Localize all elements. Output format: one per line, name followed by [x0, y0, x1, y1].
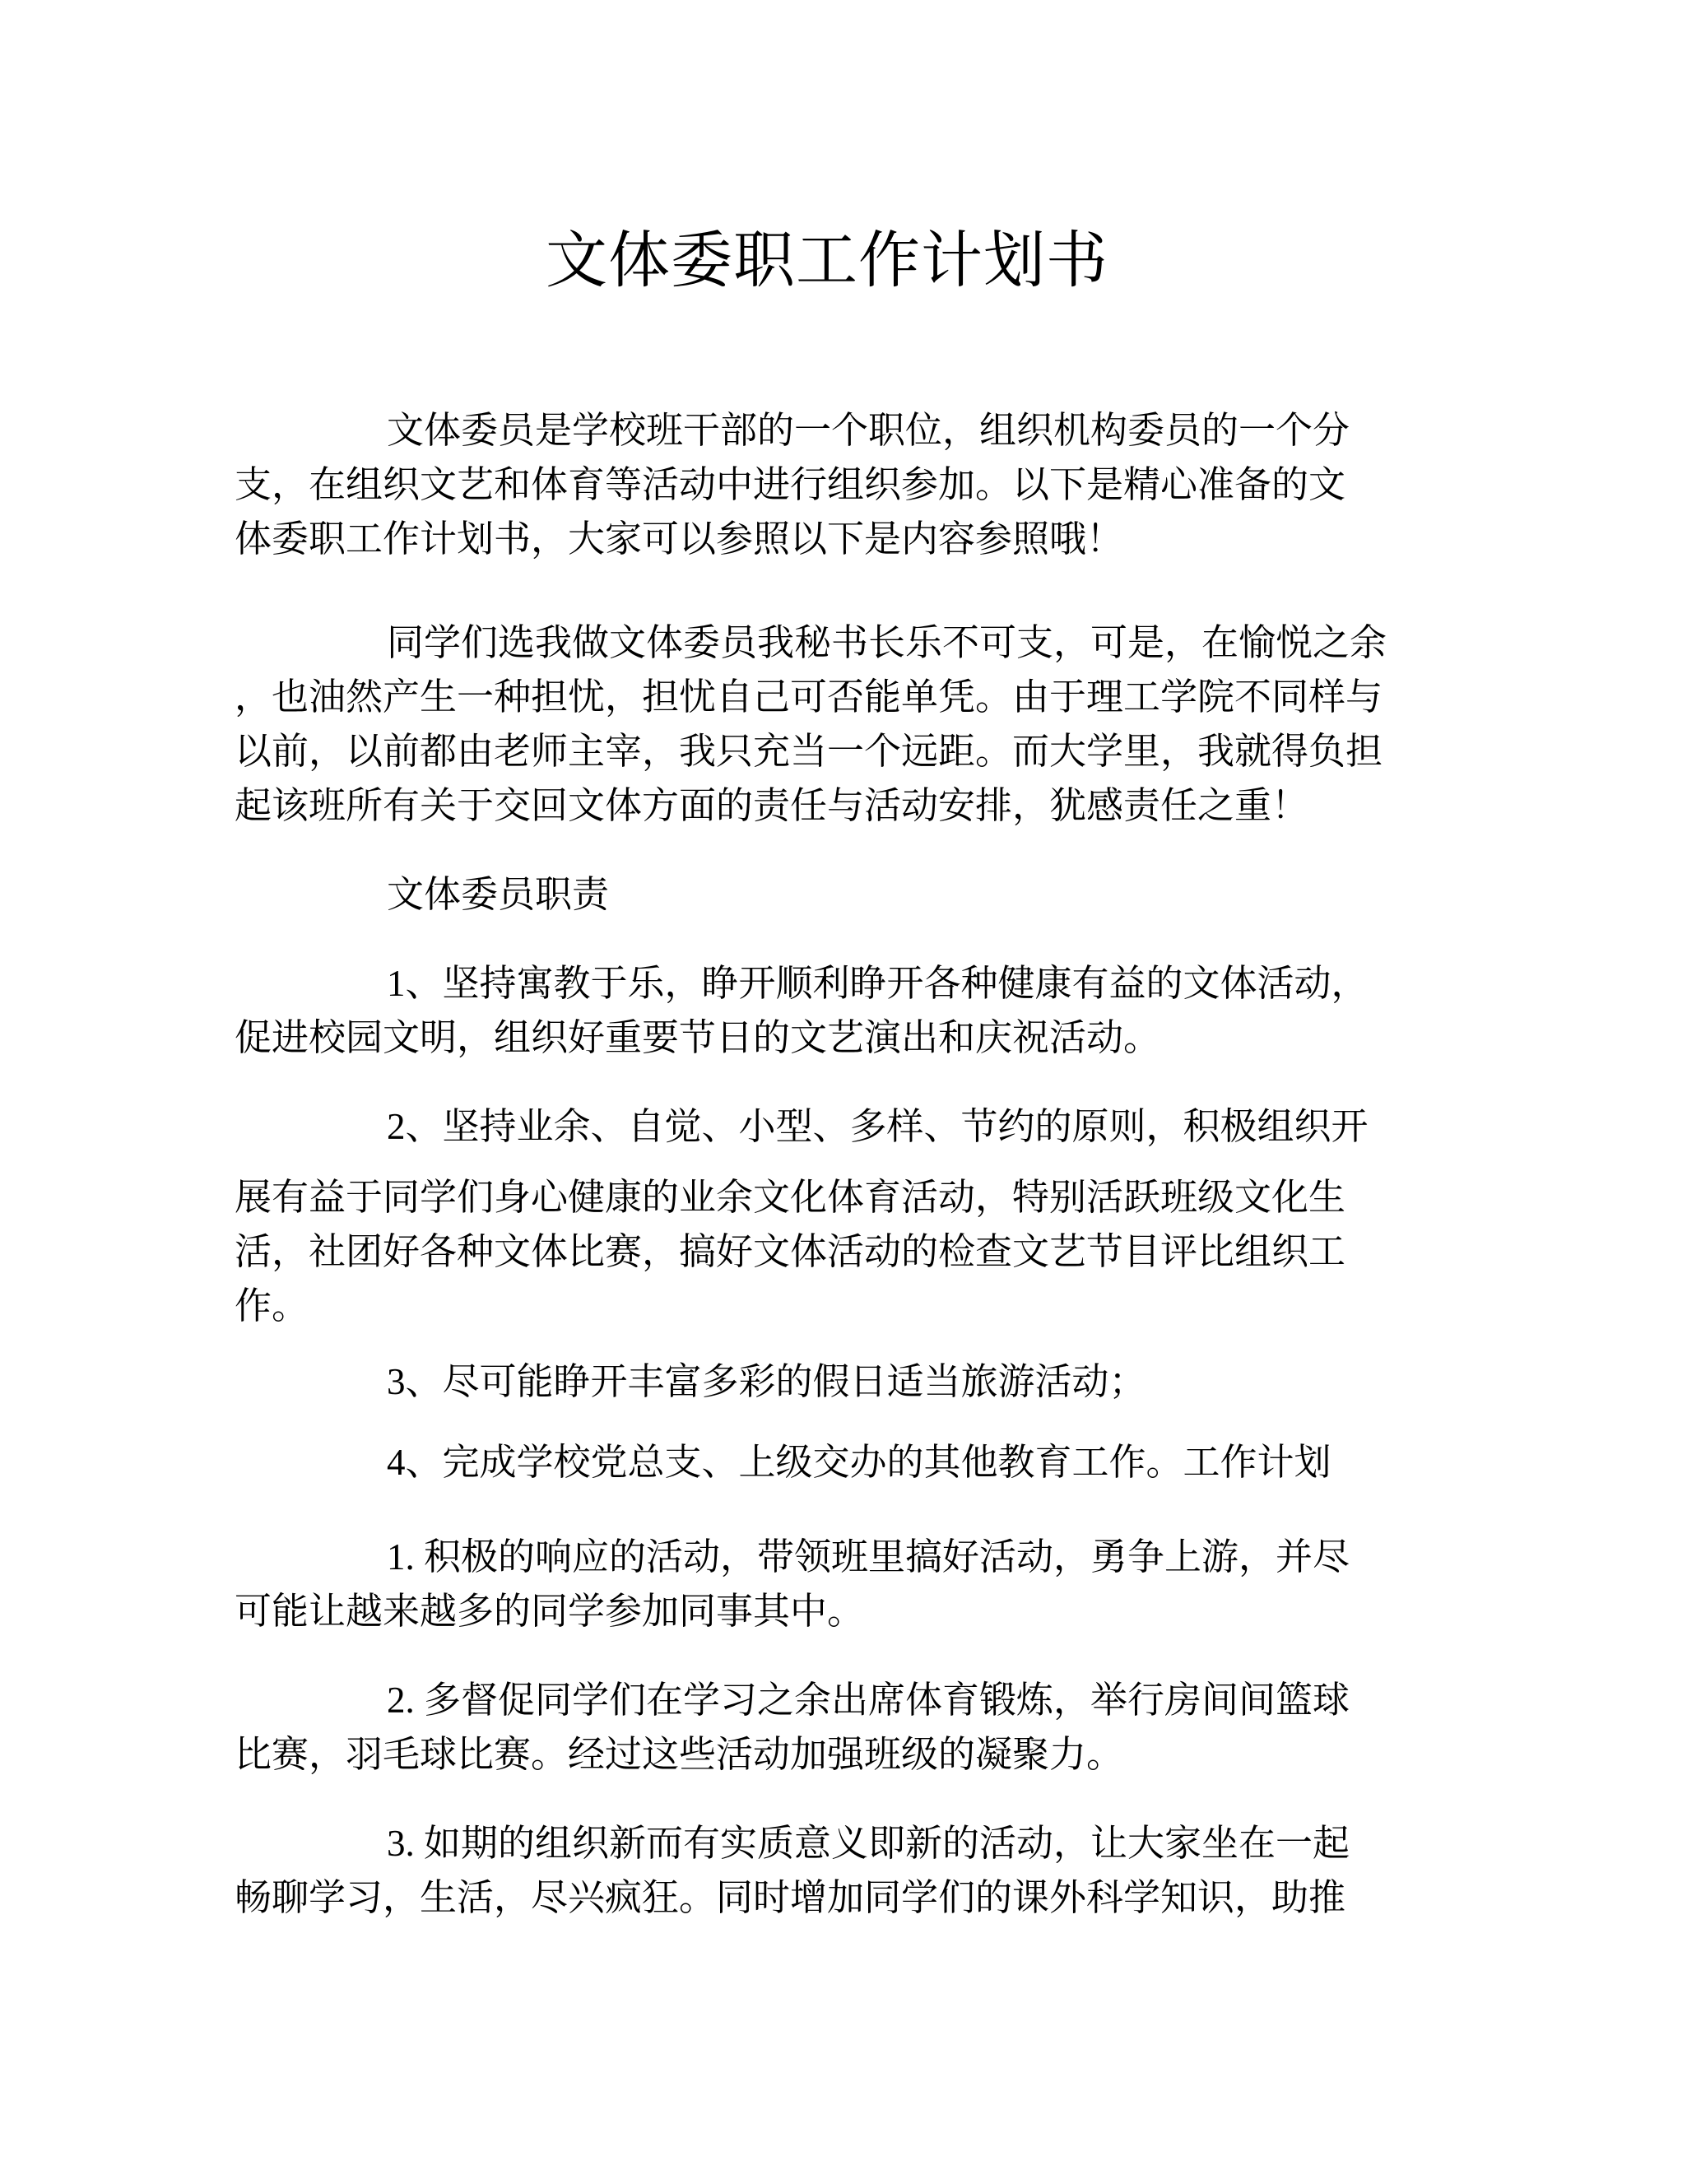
text-line: 3、尽可能睁开丰富多彩的假日适当旅游活动；	[387, 1361, 1146, 1402]
text-line: ，也油然产生一种担忧，担忧自己可否能单凭。由于理工学院不同样与	[235, 676, 1383, 718]
text-line: 畅聊学习，生活，尽兴疯狂。同时增加同学们的课外科学知识，助推	[235, 1877, 1346, 1918]
text-line: 促进校园文明，组织好重要节日的文艺演出和庆祝活动。	[235, 1017, 1161, 1058]
paragraph	[235, 1099, 1369, 1333]
text-line: 1. 积极的响应的活动，带领班里搞好活动，勇争上游，并尽	[387, 1536, 1350, 1578]
paragraph	[235, 1673, 1350, 1782]
paragraph	[235, 1435, 1337, 1489]
text-line: 以前，以前都由老师主宰，我只充当一个远距。而大学里，我就得负担	[235, 731, 1383, 772]
text-line: 支，在组织文艺和体育等活动中进行组织参加。以下是精心准备的文	[235, 464, 1346, 505]
text-line: 可能让越来越多的同学参加同事其中。	[235, 1591, 865, 1632]
text-line: 2. 多督促同学们在学习之余出席体育锻炼，举行房间间篮球	[387, 1680, 1350, 1721]
text-line: 体委职工作计划书，大家可以参照以下是内容参照哦！	[235, 518, 1124, 560]
text-line: 展有益于同学们身心健康的业余文化体育活动，特别活跃班级文化生	[235, 1177, 1346, 1218]
text-line: 比赛，羽毛球比赛。经过这些活动加强班级的凝聚力。	[235, 1734, 1124, 1775]
text-line: 文体委员职责	[387, 874, 610, 915]
text-line: 文体委员是学校班干部的一个职位，组织机构委员的一个分	[387, 410, 1350, 451]
text-line: 活，社团好各种文体比赛，搞好文体活动的检查文艺节目评比组织工	[235, 1231, 1346, 1272]
document-title: 文体委职工作计划书	[545, 227, 1108, 295]
text-line: 2、坚持业余、自觉、小型、多样、节约的原则，积极组织开	[387, 1106, 1369, 1147]
paragraph	[235, 1816, 1350, 1925]
paragraph	[235, 616, 1387, 833]
paragraph	[235, 1530, 1350, 1638]
paragraph	[235, 956, 1369, 1065]
paragraph	[235, 403, 1350, 566]
text-line: 3. 如期的组织新而有实质意义即新的活动，让大家坐在一起	[387, 1823, 1350, 1864]
text-line: 同学们选我做文体委员我秘书长乐不可支，可是，在愉悦之余	[387, 622, 1387, 663]
text-line: 起该班所有关于交回文体方面的责任与活动安排，犹感责任之重！	[235, 785, 1309, 826]
text-line: 4、完成学校党总支、上级交办的其他教育工作。工作计划	[387, 1442, 1331, 1483]
text-line: 1、坚持寓教于乐，睁开顺利睁开各种健康有益的文体活动，	[387, 963, 1369, 1004]
document-body	[235, 403, 1387, 1925]
text-line: 作。	[235, 1285, 309, 1327]
paragraph	[235, 1355, 1337, 1409]
paragraph	[235, 867, 1337, 922]
